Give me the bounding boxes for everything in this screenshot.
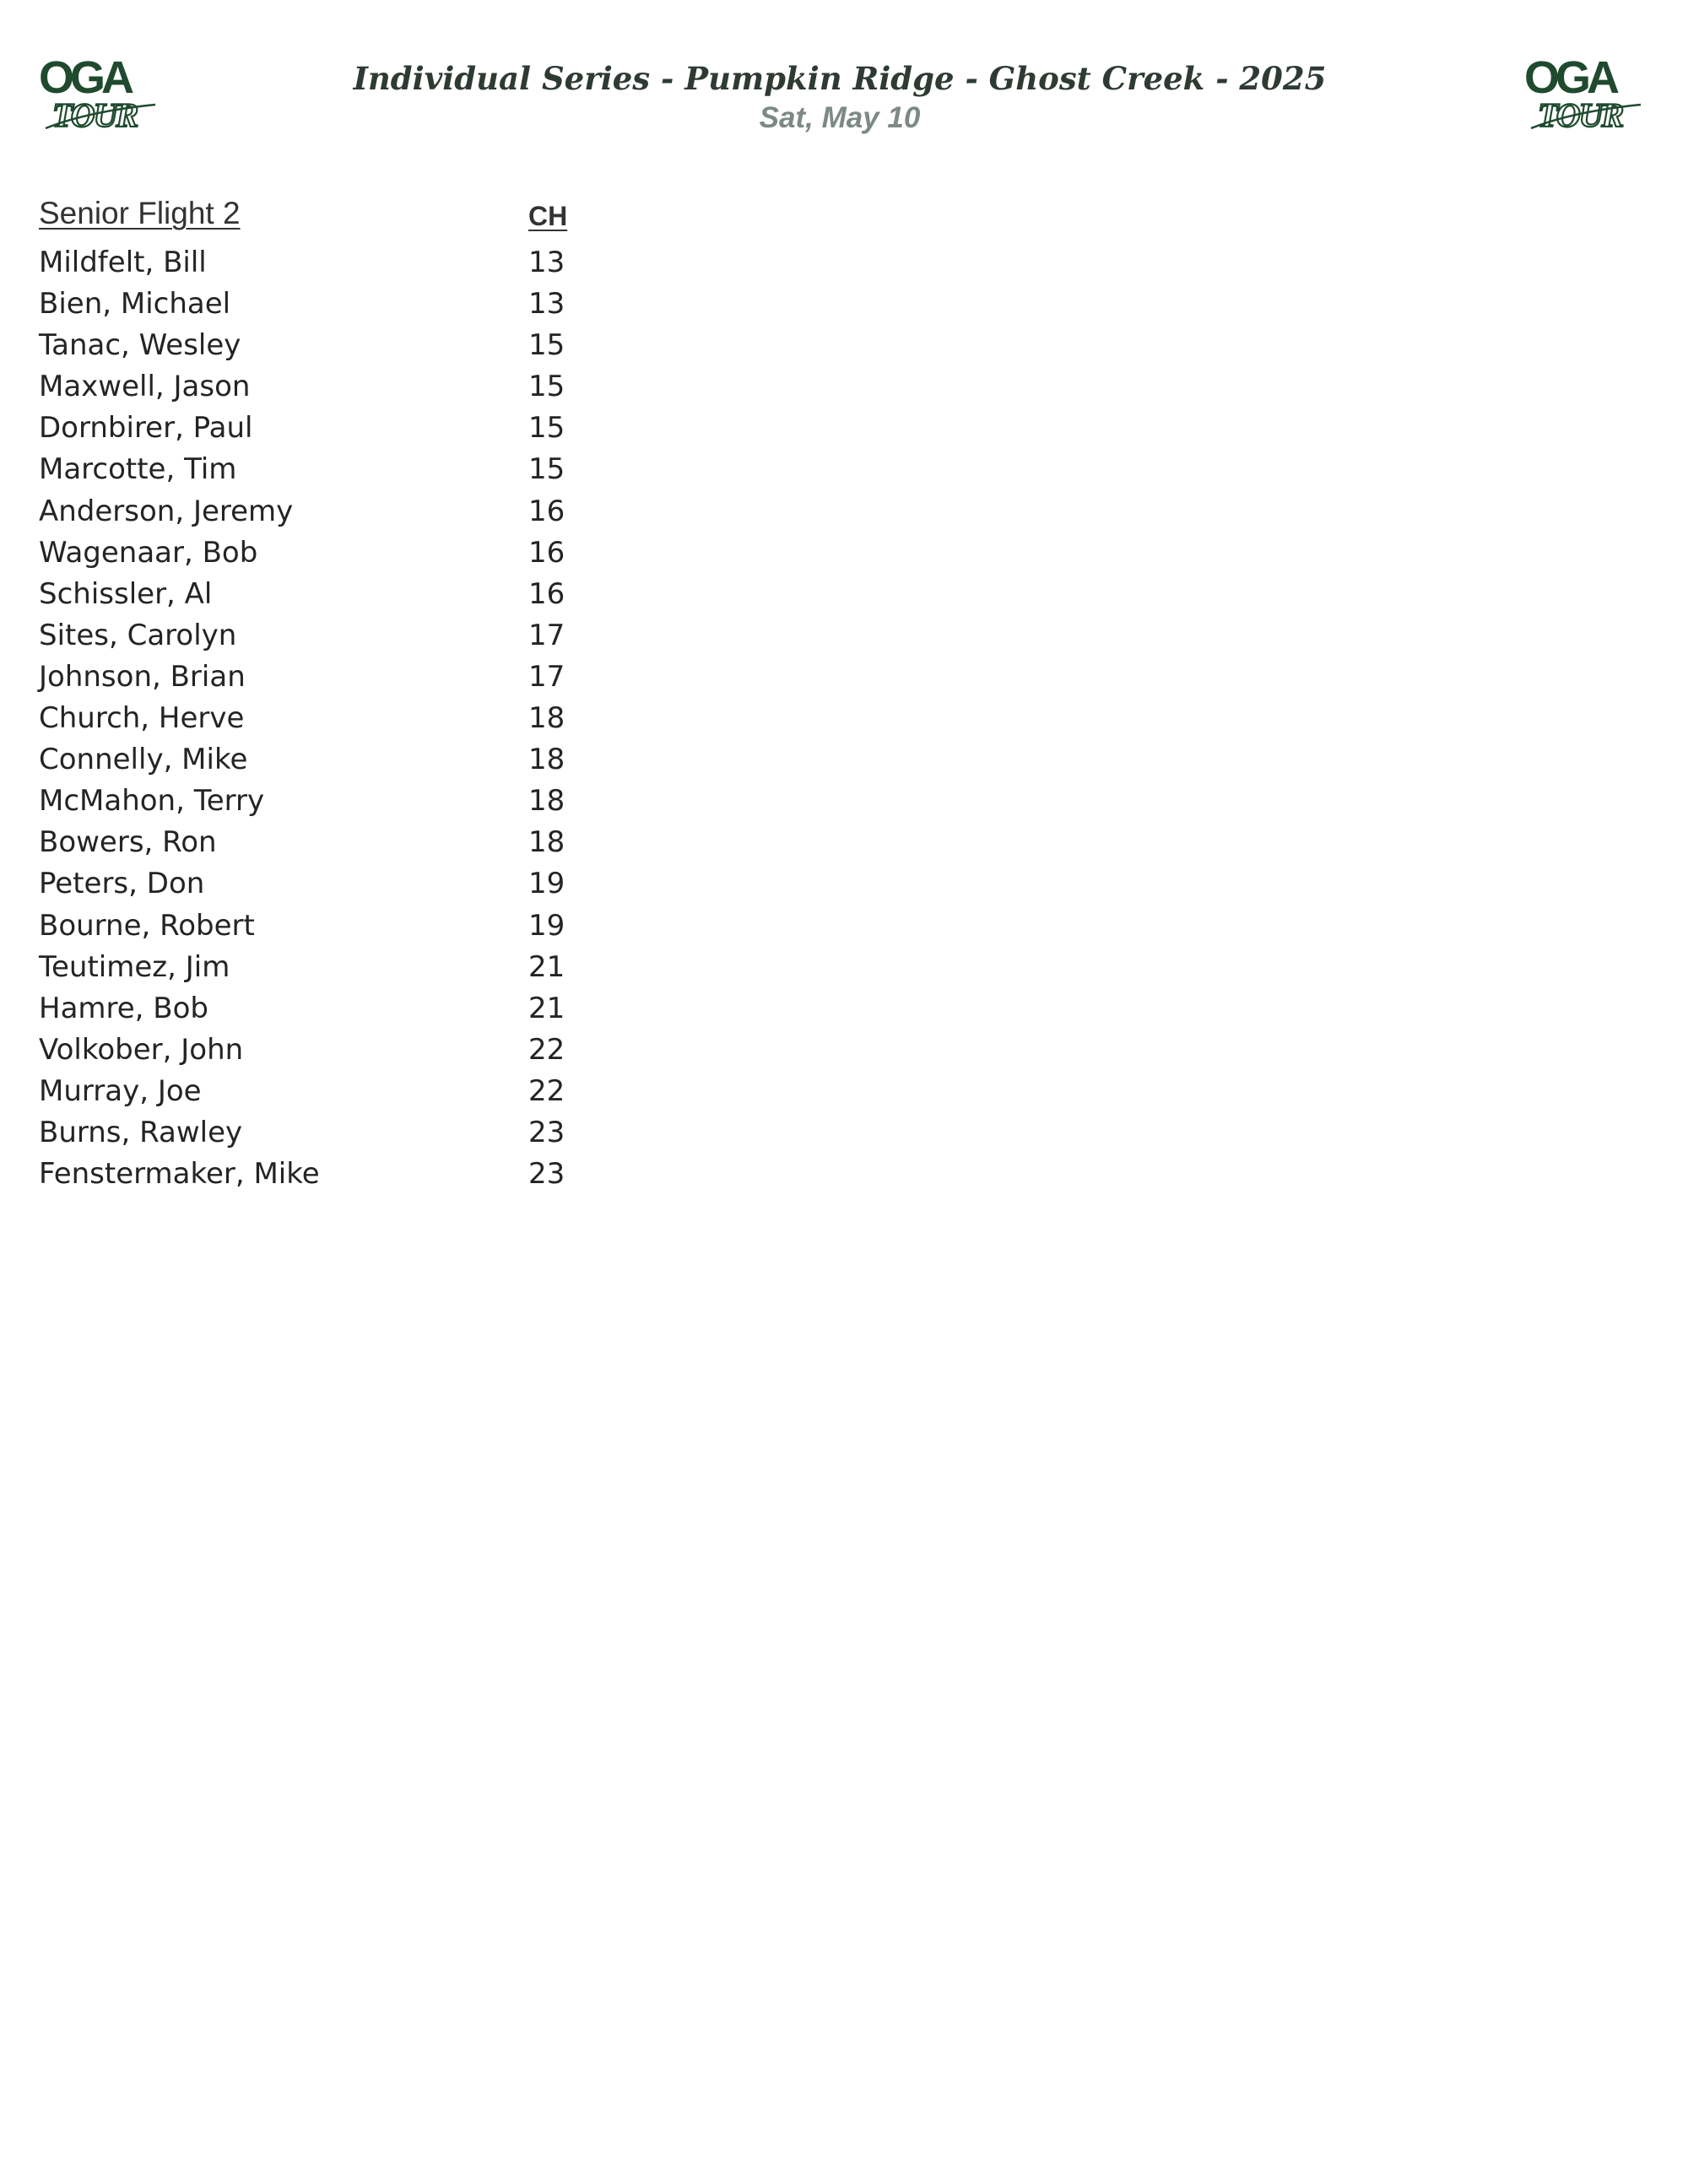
player-name: Dornbirer, Paul [39,411,253,446]
player-course-handicap: 15 [528,452,565,487]
player-name: Church, Herve [39,701,245,736]
player-row [39,739,630,781]
oga-tour-logo-graphic [37,52,164,137]
player-name: Marcotte, Tim [39,452,237,487]
flight-title: Senior Flight 2 [39,196,241,230]
player-row [39,863,630,905]
player-row [39,366,630,408]
player-name: Anderson, Jeremy [39,494,294,528]
oga-tour-logo-right [1523,52,1649,137]
player-name: Murray, Joe [39,1073,202,1108]
player-name: Teutimez, Jim [39,949,230,984]
player-row [39,781,630,822]
ch-column-header: CH [528,201,568,231]
player-name: Sites, Carolyn [39,618,237,652]
player-course-handicap: 13 [528,287,565,322]
player-course-handicap: 21 [528,991,565,1025]
player-name: McMahon, Terry [39,784,265,819]
player-name: Volkober, John [39,1032,244,1067]
player-course-handicap: 18 [528,825,565,860]
player-course-handicap: 22 [528,1032,565,1067]
svg-text:TOUR: TOUR [1538,96,1623,134]
player-name: Maxwell, Jason [39,370,251,404]
player-row [39,532,630,574]
player-name: Bowers, Ron [39,825,217,860]
player-course-handicap: 19 [528,908,565,943]
player-row [39,1154,630,1195]
player-row [39,325,630,366]
player-list [39,242,630,1195]
player-name: Burns, Rawley [39,1115,243,1149]
player-row [39,615,630,657]
player-course-handicap: 23 [528,1115,565,1149]
player-course-handicap: 18 [528,701,565,736]
player-row [39,988,630,1030]
player-row [39,1112,630,1154]
player-name: Bien, Michael [39,287,231,322]
player-row [39,449,630,490]
player-course-handicap: 15 [528,370,565,404]
svg-text:TOUR: TOUR [52,96,138,134]
player-name: Schissler, Al [39,576,213,611]
player-row [39,408,630,449]
player-row [39,1030,630,1071]
player-name: Tanac, Wesley [39,328,241,363]
player-name: Johnson, Brian [39,659,246,694]
flight-header [39,196,630,240]
event-date: Sat, May 10 [759,101,921,134]
player-course-handicap: 17 [528,659,565,694]
player-course-handicap: 17 [528,618,565,652]
player-row [39,822,630,863]
player-course-handicap: 19 [528,867,565,901]
player-course-handicap: 15 [528,328,565,363]
oga-tour-logo-left [37,52,164,137]
svg-text:OGA: OGA [1524,52,1616,103]
player-row [39,242,630,284]
player-row [39,947,630,988]
event-title: Individual Series - Pumpkin Ridge - Ghost Creek - 2025 [353,60,1327,97]
player-name: Connelly, Mike [39,743,248,777]
player-course-handicap: 22 [528,1073,565,1108]
player-course-handicap: 21 [528,949,565,984]
player-row [39,698,630,739]
player-course-handicap: 16 [528,535,565,570]
player-course-handicap: 15 [528,411,565,446]
player-row [39,905,630,947]
player-row [39,1071,630,1112]
player-row [39,284,630,325]
player-course-handicap: 18 [528,743,565,777]
player-course-handicap: 23 [528,1157,565,1192]
player-name: Fenstermaker, Mike [39,1157,320,1192]
document-header [253,56,1426,137]
player-course-handicap: 16 [528,494,565,528]
player-course-handicap: 18 [528,784,565,819]
oga-tour-logo-graphic [1523,52,1649,137]
player-name: Bourne, Robert [39,908,255,943]
svg-text:OGA: OGA [39,52,131,103]
player-row [39,657,630,698]
player-name: Mildfelt, Bill [39,246,207,279]
player-name: Hamre, Bob [39,991,208,1025]
player-name: Peters, Don [39,867,205,901]
player-row [39,574,630,615]
player-row [39,491,630,532]
player-course-handicap: 13 [528,246,565,279]
player-name: Wagenaar, Bob [39,535,258,570]
player-course-handicap: 16 [528,576,565,611]
